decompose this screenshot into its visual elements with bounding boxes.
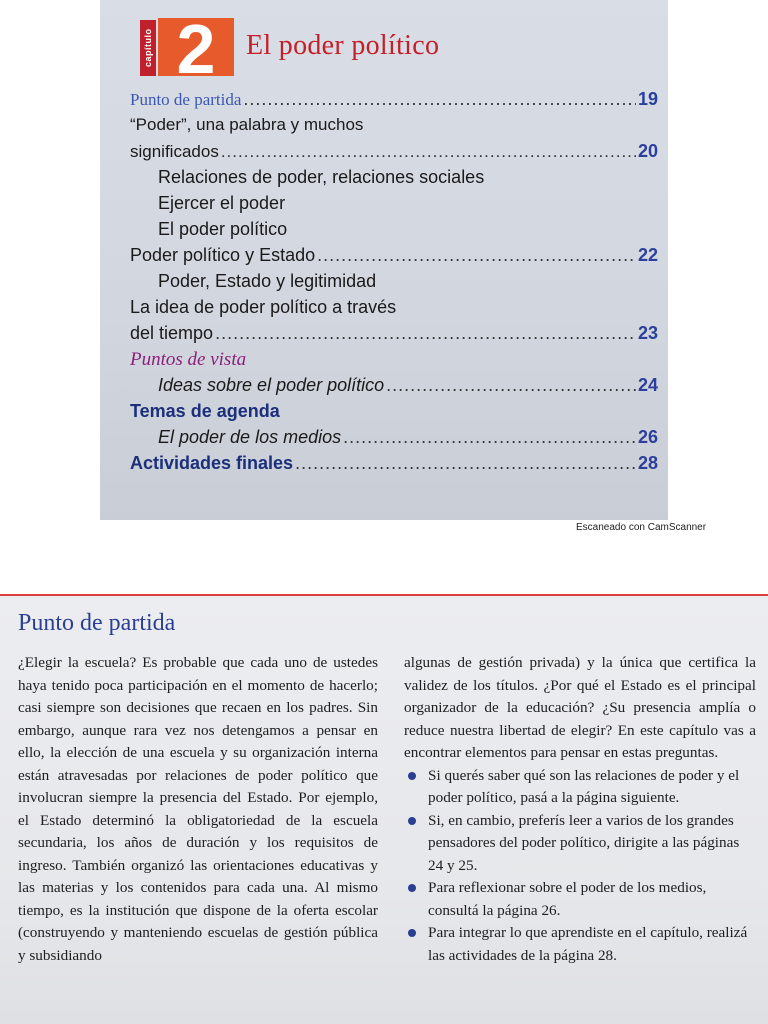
- toc-entry-relaciones[interactable]: [130, 164, 658, 190]
- toc-entry-del-tiempo[interactable]: [130, 320, 658, 346]
- toc-entry-text: El poder político: [158, 219, 288, 239]
- toc-entry-text: Temas de agenda: [130, 401, 280, 421]
- bullet-text: Si, en cambio, preferís leer a varios de los grandes pensadores del poder político, dirigite a las páginas 24 y 25.: [428, 811, 740, 874]
- toc-page-number: 20: [637, 141, 658, 161]
- right-column: [404, 652, 756, 967]
- left-column: [18, 652, 378, 967]
- toc-entry-el-poder-politico[interactable]: [130, 216, 658, 242]
- bullet-item: [404, 810, 756, 878]
- toc-entry-text: El poder de los medios: [158, 427, 342, 447]
- right-paragraph: algunas de gestión privada) y la única que certifica la validez de los títulos. ¿Por qué el Estado es el principal organizador de la educación? ¿Su presencia amplía o reduce nuestra libertad de elegir? En este capítulo vas a encontrar elementos para pensar en estas preguntas.: [404, 654, 756, 761]
- toc-entry-medios[interactable]: [130, 424, 658, 450]
- bullet-dot-icon: [408, 884, 416, 892]
- leader-dots: [295, 450, 636, 476]
- toc-entry-text: Poder, Estado y legitimidad: [158, 271, 377, 291]
- toc-page-number: 28: [637, 453, 658, 473]
- toc-page-number: 19: [637, 89, 658, 109]
- toc-page-number: 22: [637, 245, 658, 265]
- toc-page: [100, 0, 668, 520]
- toc-page-number: 26: [637, 427, 658, 447]
- toc-entry-legitimidad[interactable]: [130, 268, 658, 294]
- toc-list: [130, 86, 658, 476]
- toc-entry-poder-politico-estado[interactable]: [130, 242, 658, 268]
- chapter-header: [140, 14, 660, 74]
- toc-entry-text: “Poder”, una palabra y muchos: [130, 115, 364, 134]
- leader-dots: [343, 424, 636, 450]
- bullet-text: Para integrar lo que aprendiste en el capítulo, realizá las actividades de la página 28.: [428, 924, 748, 964]
- leader-dots: [317, 242, 636, 268]
- left-paragraph: ¿Elegir la escuela? Es probable que cada uno de ustedes haya tenido poca participación en el momento de hacerlo; casi siempre son decisiones que recaen en los padres. Sin embargo, aunque rara vez nos detengamos a pensar en ello, la elección de una escuela y su organización interna están atravesadas por relaciones de poder político que involucran siempre la presencia del Estado. Por ejemplo, el Estado determinó la obligatoriedad de la escuela secundaria, los años de duración y los requisitos de ingreso. También organizó las orientaciones educativas y las materias y los contenidos para cada una. Al mismo tiempo, es la institución que dispone de la oferta escolar (construyendo y manteniendo escuelas de gestión pública y subsidiando: [18, 654, 378, 964]
- toc-entry-text: Puntos de vista: [130, 349, 247, 370]
- bullet-item: [404, 922, 756, 967]
- bullet-item: [404, 765, 756, 810]
- bullet-dot-icon: [408, 772, 416, 780]
- toc-entry-punto-de-partida[interactable]: [130, 86, 658, 112]
- toc-entry-ejercer[interactable]: [130, 190, 658, 216]
- leader-dots: [221, 139, 636, 165]
- chapter-title: El poder político: [246, 30, 440, 61]
- toc-page-number: 23: [637, 323, 658, 343]
- toc-entry-temas-de-agenda[interactable]: [130, 398, 658, 424]
- toc-entry-text: Poder político y Estado: [130, 245, 316, 265]
- chapter-label: capítulo: [140, 20, 156, 76]
- toc-entry-ideas[interactable]: [130, 372, 658, 398]
- toc-entry-significados[interactable]: [130, 138, 658, 164]
- toc-entry-actividades[interactable]: [130, 450, 658, 476]
- toc-entry-text: Punto de partida: [130, 90, 242, 109]
- toc-entry-idea-poder[interactable]: [130, 294, 658, 320]
- toc-page-number: 24: [637, 375, 658, 395]
- toc-entry-text: Ideas sobre el poder político: [158, 375, 385, 395]
- bullet-item: [404, 877, 756, 922]
- toc-entry-text: Actividades finales: [130, 453, 294, 473]
- toc-entry-puntos-de-vista[interactable]: [130, 346, 658, 372]
- text-page: [0, 594, 768, 1024]
- leader-dots: [243, 86, 636, 112]
- toc-entry-text: Relaciones de poder, relaciones sociales: [158, 167, 485, 187]
- toc-entry-text: La idea de poder político a través: [130, 297, 397, 317]
- chapter-number: 2: [158, 18, 234, 76]
- bullet-dot-icon: [408, 929, 416, 937]
- toc-entry-text: del tiempo: [130, 323, 214, 343]
- toc-entry-text: significados: [130, 142, 219, 161]
- bullet-list: [404, 765, 756, 968]
- leader-dots: [386, 372, 636, 398]
- section-title: Punto de partida: [18, 610, 176, 636]
- toc-entry-poder-palabra[interactable]: [130, 112, 658, 138]
- scanner-watermark: Escaneado con CamScanner: [576, 522, 707, 533]
- bullet-dot-icon: [408, 817, 416, 825]
- bullet-text: Si querés saber qué son las relaciones de poder y el poder político, pasá a la página siguiente.: [428, 766, 740, 806]
- leader-dots: [215, 320, 636, 346]
- toc-entry-text: Ejercer el poder: [158, 193, 286, 213]
- bullet-text: Para reflexionar sobre el poder de los medios, consultá la página 26.: [428, 879, 707, 919]
